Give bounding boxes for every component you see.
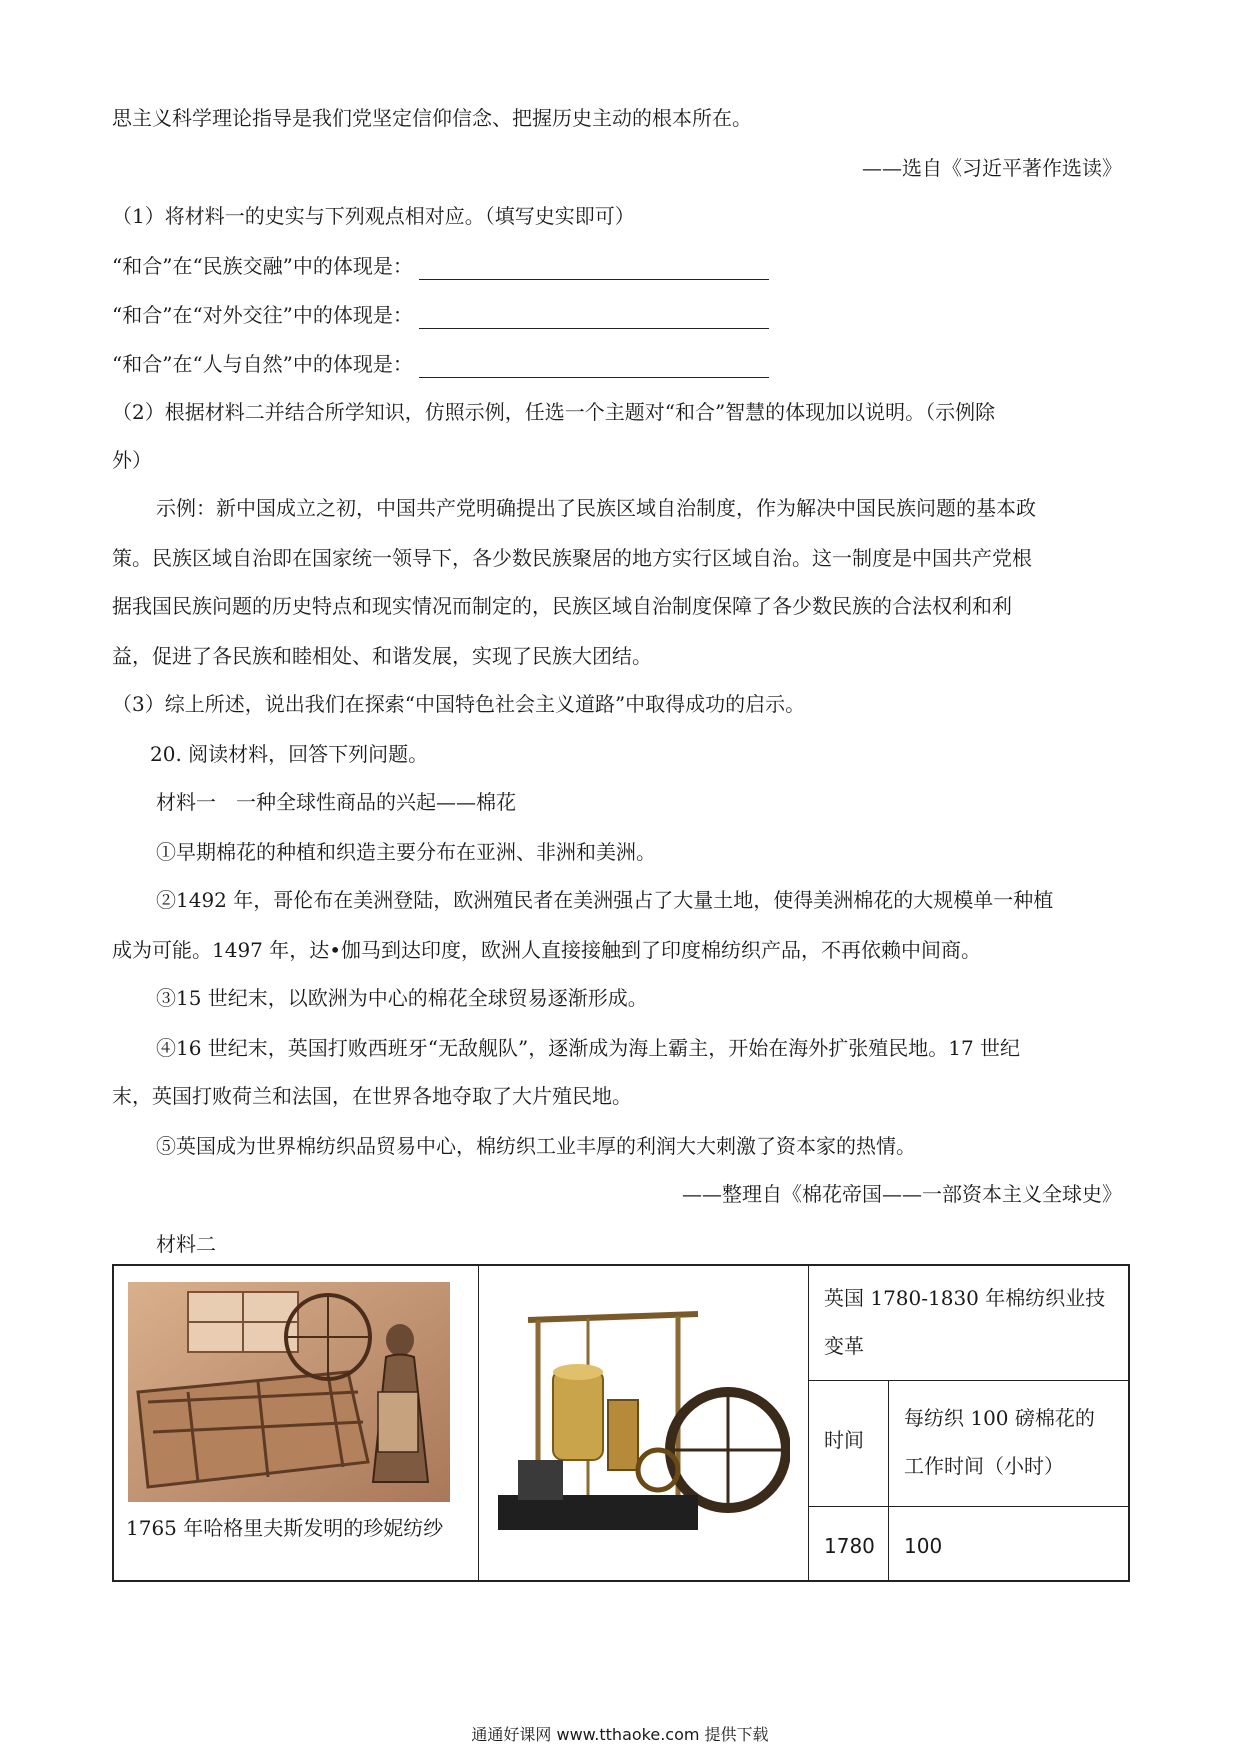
table-title-cont: 变革 <box>824 1334 864 1358</box>
table-title: 英国 1780-1830 年棉纺织业技 <box>824 1286 1106 1310</box>
answer-blank[interactable] <box>419 353 769 378</box>
fill-in-item <box>112 350 769 378</box>
material-item: ③15 世纪末，以欧洲为中心的棉花全球贸易逐渐形成。 <box>156 986 648 1010</box>
example-text: 据我国民族问题的历史特点和现实情况而制定的，民族区域自治制度保障了各少数民族的合法权利和利 <box>112 594 1012 618</box>
fill-in-item <box>112 252 769 280</box>
column-header-hours-cont: 工作时间（小时） <box>904 1454 1064 1478</box>
subquestion-1: （1）将材料一的史实与下列观点相对应。（填写史实即可） <box>112 204 635 228</box>
example-text: 示例：新中国成立之初，中国共产党明确提出了民族区域自治制度，作为解决中国民族问题的基本政 <box>156 496 1036 520</box>
fill-in-label: “和合”在“人与自然”中的体现是： <box>112 352 413 376</box>
table-cell-hours: 100 <box>904 1534 943 1558</box>
fill-in-label: “和合”在“民族交融”中的体现是： <box>112 254 413 278</box>
subquestion-2: （2）根据材料二并结合所学知识，仿照示例，任选一个主题对“和合”智慧的体现加以说明。（示例除 <box>112 400 996 424</box>
example-text: 策。民族区域自治即在国家统一领导下，各少数民族聚居的地方实行区域自治。这一制度是中国共产党根 <box>112 546 1032 570</box>
footer-watermark: 通通好课网 www.tthaoke.com 提供下载 <box>471 1725 769 1744</box>
fill-in-item <box>112 301 769 329</box>
material-title: 材料一 一种全球性商品的兴起——棉花 <box>156 790 516 814</box>
subquestion-3: （3）综上所述，说出我们在探索“中国特色社会主义道路”中取得成功的启示。 <box>112 692 806 716</box>
spinning-jenny-image <box>128 1282 450 1502</box>
subquestion-2-cont: 外） <box>112 448 152 472</box>
material-item: ⑤英国成为世界棉纺织品贸易中心，棉纺织工业丰厚的利润大大刺激了资本家的热情。 <box>156 1134 916 1158</box>
steam-engine-image <box>498 1300 790 1534</box>
column-header-time: 时间 <box>824 1428 864 1452</box>
material-item: ④16 世纪末，英国打败西班牙“无敌舰队”，逐渐成为海上霸主，开始在海外扩张殖民地。17 世纪 <box>156 1036 1021 1060</box>
question-title: 20. 阅读材料，回答下列问题。 <box>150 742 429 766</box>
answer-blank[interactable] <box>419 255 769 280</box>
material-item: 末，英国打败荷兰和法国，在世界各地夺取了大片殖民地。 <box>112 1084 632 1108</box>
jenny-caption: 1765 年哈格里夫斯发明的珍妮纺纱 <box>126 1516 444 1540</box>
table-cell-year: 1780 <box>824 1534 875 1558</box>
text-line: 思主义科学理论指导是我们党坚定信仰信念、把握历史主动的根本所在。 <box>112 106 752 130</box>
material-item: ①早期棉花的种植和织造主要分布在亚洲、非洲和美洲。 <box>156 840 656 864</box>
material-item: ②1492 年，哥伦布在美洲登陆，欧洲殖民者在美洲强占了大量土地，使得美洲棉花的大规模单一种植 <box>156 888 1054 912</box>
answer-blank[interactable] <box>419 304 769 329</box>
material-item: 成为可能。1497 年，达•伽马到达印度，欧洲人直接接触到了印度棉纺织产品，不再依赖中间商。 <box>112 938 982 962</box>
source-citation: ——整理自《棉花帝国——一部资本主义全球史》 <box>682 1182 1122 1206</box>
column-header-hours: 每纺织 100 磅棉花的 <box>904 1406 1095 1430</box>
fill-in-label: “和合”在“对外交往”中的体现是： <box>112 303 413 327</box>
source-citation: ——选自《习近平著作选读》 <box>862 156 1122 180</box>
material-title: 材料二 <box>156 1232 216 1256</box>
material-table <box>112 1264 1130 1582</box>
example-text: 益，促进了各民族和睦相处、和谐发展，实现了民族大团结。 <box>112 644 652 668</box>
